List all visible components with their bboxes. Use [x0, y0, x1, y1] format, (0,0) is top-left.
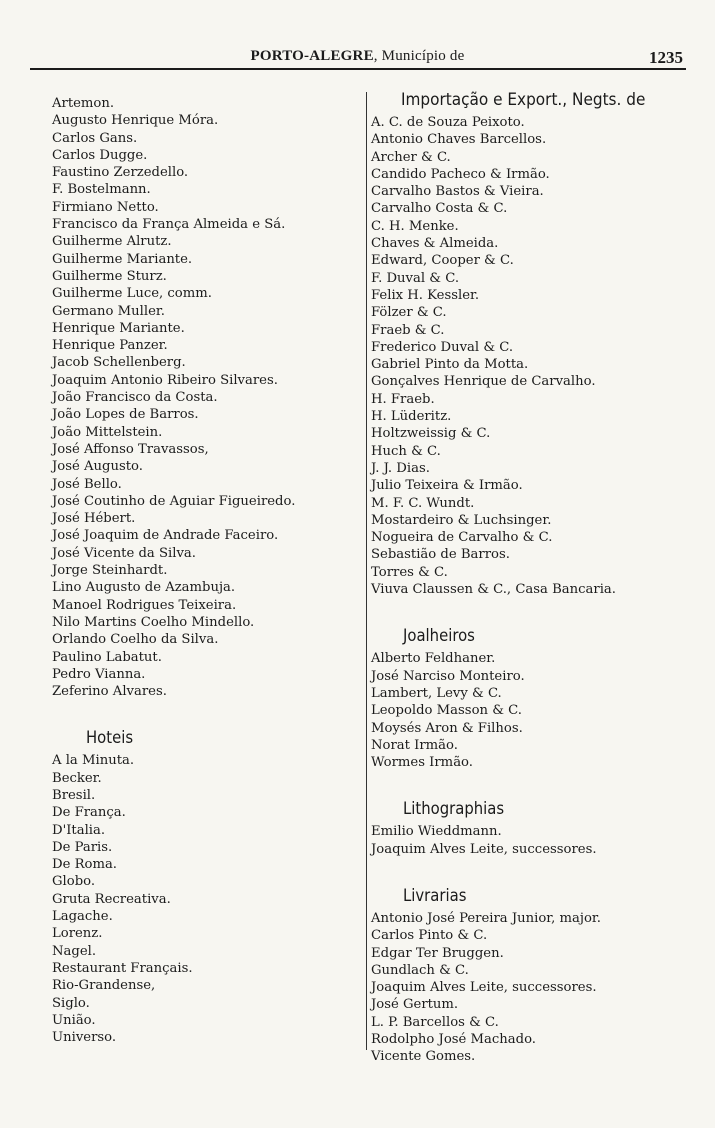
- list-item: Restaurant Français.: [52, 960, 193, 976]
- list-item: H. Lüderitz.: [371, 409, 452, 425]
- list-item: F. Duval & C.: [371, 270, 460, 286]
- list-item: Nilo Martins Coelho Mindello.: [52, 614, 255, 630]
- list-item: Moysés Aron & Filhos.: [371, 720, 523, 736]
- list-item: José Hébert.: [52, 511, 136, 527]
- list-item: José Affonso Travassos,: [52, 441, 209, 457]
- list-item: A la Minuta.: [52, 753, 135, 769]
- list-item: Orlando Coelho da Silva.: [52, 632, 219, 648]
- list-item: Torres & C.: [371, 564, 448, 580]
- list-item: J. J. Dias.: [371, 460, 430, 476]
- list-item: Jacob Schellenberg.: [52, 355, 186, 371]
- list-item: João Francisco da Costa.: [52, 390, 218, 406]
- list-item: João Lopes de Barros.: [52, 407, 199, 423]
- list-item: Emilio Wieddmann.: [371, 824, 502, 840]
- list-item: Sebastião de Barros.: [371, 547, 510, 563]
- list-item: Paulino Labatut.: [52, 649, 162, 665]
- list-item: Antonio Chaves Barcellos.: [371, 132, 547, 148]
- section-heading-importacao: Importação e Export., Negts. de: [401, 90, 646, 110]
- list-item: Universo.: [52, 1030, 117, 1046]
- list-item: H. Fraeb.: [371, 391, 435, 407]
- list-item: Nagel.: [52, 943, 97, 959]
- livrarias-list: [371, 910, 689, 1066]
- list-item: Carlos Pinto & C.: [371, 928, 488, 944]
- list-item: Nogueira de Carvalho & C.: [371, 530, 553, 546]
- header-title-city: PORTO-ALEGRE: [250, 48, 374, 64]
- list-item: Gundlach & C.: [371, 962, 469, 978]
- list-item: De Paris.: [52, 839, 113, 855]
- list-item: Jorge Steinhardt.: [52, 563, 168, 579]
- list-item: C. H. Menke.: [371, 218, 459, 234]
- page-number: 1235: [649, 48, 683, 67]
- list-item: Joaquim Alves Leite, successores.: [371, 980, 597, 996]
- list-item: Globo.: [52, 874, 96, 890]
- list-item: Lino Augusto de Azambuja.: [52, 580, 236, 596]
- section-heading-joalheiros: Joalheiros: [403, 626, 475, 646]
- list-item: De França.: [52, 805, 126, 821]
- list-item: José Vicente da Silva.: [52, 545, 196, 561]
- list-item: Fraeb & C.: [371, 322, 445, 338]
- list-item: Becker.: [52, 770, 102, 786]
- list-item: Carvalho Costa & C.: [371, 201, 508, 217]
- list-item: D'Italia.: [52, 822, 106, 838]
- section-heading-hoteis: Hoteis: [86, 728, 134, 748]
- list-item: Edward, Cooper & C.: [371, 253, 514, 269]
- list-item: José Coutinho de Aguiar Figueiredo.: [52, 493, 296, 509]
- list-item: Archer & C.: [371, 149, 451, 165]
- list-item: Huch & C.: [371, 443, 441, 459]
- left-column: [52, 95, 364, 1046]
- list-item: L. P. Barcellos & C.: [371, 1014, 499, 1030]
- list-item: Francisco da França Almeida e Sá.: [52, 217, 286, 233]
- list-item: Frederico Duval & C.: [371, 339, 514, 355]
- list-item: Guilherme Luce, comm.: [52, 286, 212, 302]
- column-divider: [366, 92, 367, 1050]
- list-item: Pedro Vianna.: [52, 666, 146, 682]
- list-item: Norat Irmão.: [371, 737, 458, 753]
- list-item: Alberto Feldhaner.: [371, 651, 496, 667]
- list-item: Carvalho Bastos & Vieira.: [371, 184, 544, 200]
- lithographias-list: [371, 823, 689, 858]
- list-item: Firmiano Netto.: [52, 199, 159, 215]
- list-item: Lambert, Levy & C.: [371, 685, 502, 701]
- names-list: [52, 95, 364, 700]
- list-item: Gonçalves Henrique de Carvalho.: [371, 374, 596, 390]
- list-item: Wormes Irmão.: [371, 755, 473, 771]
- list-item: José Narciso Monteiro.: [371, 668, 525, 684]
- list-item: Zeferino Alvares.: [52, 684, 167, 700]
- list-item: Edgar Ter Bruggen.: [371, 945, 504, 961]
- list-item: F. Bostelmann.: [52, 182, 151, 198]
- list-item: Carlos Dugge.: [52, 147, 148, 163]
- list-item: Julio Teixeira & Irmão.: [371, 478, 523, 494]
- list-item: União.: [52, 1012, 96, 1028]
- list-item: Augusto Henrique Móra.: [52, 113, 219, 129]
- list-item: Henrique Panzer.: [52, 338, 168, 354]
- list-item: Holtzweissig & C.: [371, 426, 491, 442]
- list-item: Gabriel Pinto da Motta.: [371, 357, 529, 373]
- importacao-list: [371, 114, 689, 598]
- list-item: Guilherme Mariante.: [52, 251, 193, 267]
- header-rule: [30, 68, 686, 70]
- list-item: Chaves & Almeida.: [371, 236, 499, 252]
- right-column: [371, 90, 689, 1066]
- header-title-rest: , Município de: [373, 48, 465, 64]
- list-item: Leopoldo Masson & C.: [371, 703, 522, 719]
- list-item: Henrique Mariante.: [52, 320, 185, 336]
- list-item: Vicente Gomes.: [371, 1049, 476, 1065]
- list-item: Manoel Rodrigues Teixeira.: [52, 597, 237, 613]
- list-item: José Gertum.: [371, 997, 459, 1013]
- list-item: M. F. C. Wundt.: [371, 495, 475, 511]
- list-item: Artemon.: [52, 96, 115, 111]
- list-item: Guilherme Sturz.: [52, 268, 167, 284]
- list-item: Joaquim Antonio Ribeiro Silvares.: [52, 372, 278, 388]
- list-item: Viuva Claussen & C., Casa Bancaria.: [371, 582, 616, 598]
- list-item: Felix H. Kessler.: [371, 287, 480, 303]
- list-item: A. C. de Souza Peixoto.: [371, 115, 525, 130]
- list-item: Carlos Gans.: [52, 130, 138, 146]
- hoteis-list: [52, 752, 364, 1046]
- list-item: Guilherme Alrutz.: [52, 234, 172, 250]
- list-item: Rodolpho José Machado.: [371, 1032, 536, 1048]
- list-item: Bresil.: [52, 787, 96, 803]
- list-item: José Bello.: [52, 476, 122, 492]
- list-item: De Roma.: [52, 857, 117, 873]
- list-item: José Augusto.: [52, 459, 143, 475]
- list-item: Lorenz.: [52, 926, 103, 942]
- list-item: Lagache.: [52, 909, 113, 925]
- page-header: [30, 48, 685, 70]
- header-title: [30, 48, 685, 65]
- list-item: Candido Pacheco & Irmão.: [371, 166, 550, 182]
- joalheiros-list: [371, 650, 689, 771]
- list-item: Germano Muller.: [52, 303, 165, 319]
- list-item: João Mittelstein.: [52, 424, 163, 440]
- list-item: Fölzer & C.: [371, 305, 447, 321]
- list-item: Antonio José Pereira Junior, major.: [371, 910, 601, 926]
- list-item: Rio-Grandense,: [52, 978, 156, 994]
- section-heading-lithographias: Lithographias: [403, 799, 505, 819]
- section-heading-livrarias: Livrarias: [403, 885, 467, 905]
- list-item: Gruta Recreativa.: [52, 891, 171, 907]
- list-item: Mostardeiro & Luchsinger.: [371, 512, 552, 528]
- list-item: Faustino Zerzedello.: [52, 165, 189, 181]
- list-item: Joaquim Alves Leite, successores.: [371, 841, 597, 857]
- list-item: Siglo.: [52, 995, 90, 1011]
- list-item: José Joaquim de Andrade Faceiro.: [52, 528, 279, 544]
